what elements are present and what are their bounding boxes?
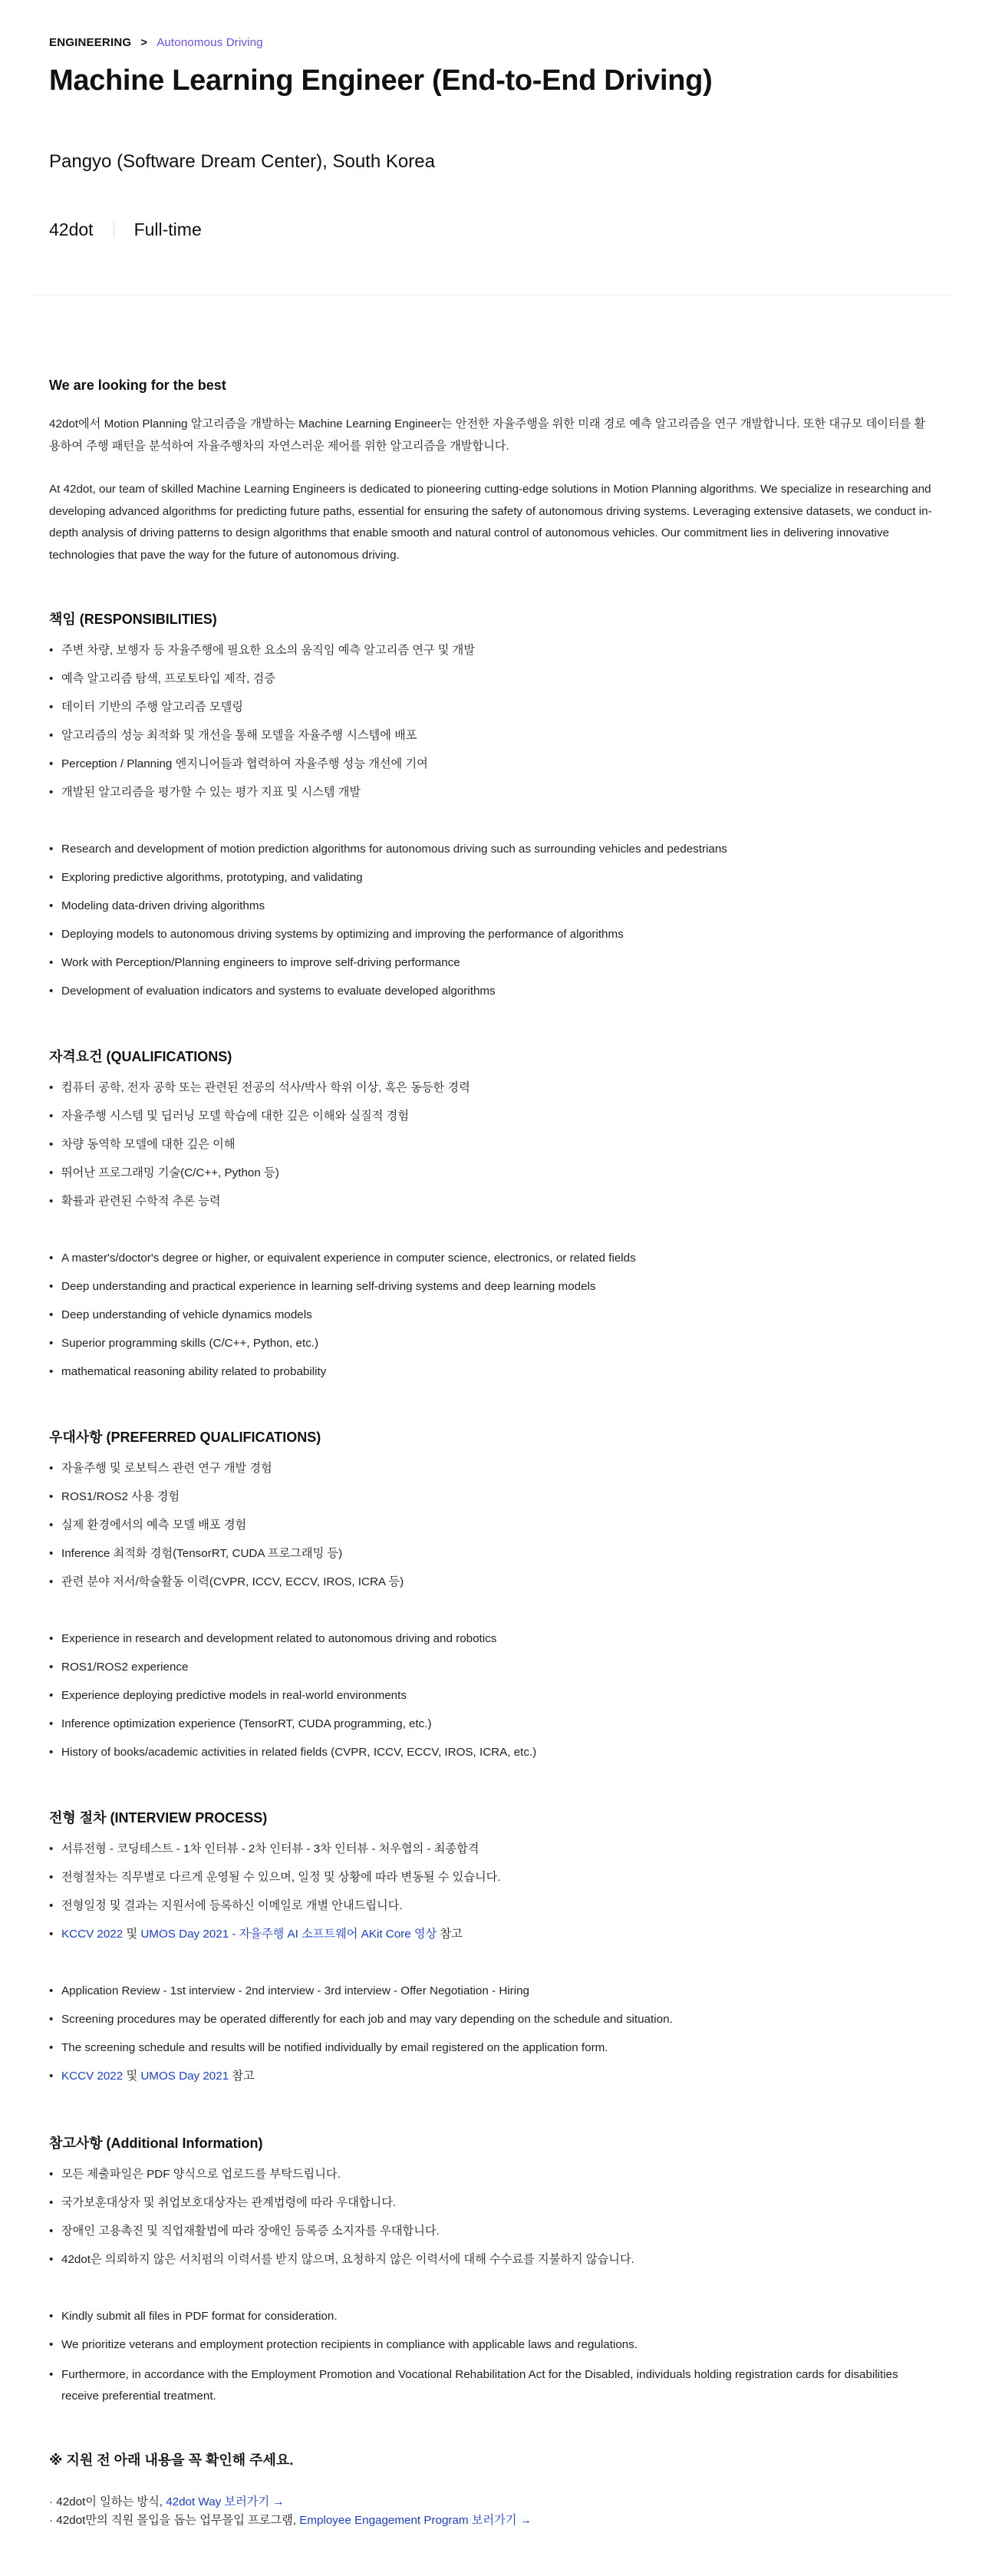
notice-line-way [49, 2493, 933, 2512]
list-item: • Work with Perception/Planning engineers to improve self-driving performance [49, 954, 933, 972]
job-header [49, 0, 933, 242]
notice-line-engagement [49, 2512, 933, 2530]
notice-section [49, 2450, 933, 2530]
list-item: • Inference 최적화 경험(TensorRT, CUDA 프로그래밍 등) [49, 1545, 933, 1563]
and-text: 및 [126, 2070, 138, 2083]
responsibilities-list-en [49, 840, 933, 1001]
list-item: • 서류전형 - 코딩테스트 - 1차 인터뷰 - 2차 인터뷰 - 3차 인터뷰 - 처우협의 - 최종합격 [49, 1840, 933, 1859]
and-text: 및 [126, 1928, 138, 1941]
list-item: • 자율주행 시스템 및 딥러닝 모델 학습에 대한 깊은 이해와 실질적 경험 [49, 1107, 933, 1126]
list-item: • 개발된 알고리즘을 평가할 수 있는 평가 지표 및 시스템 개발 [49, 783, 933, 802]
interview-section [49, 1808, 933, 2086]
list-item: • Application Review - 1st interview - 2nd interview - 3rd interview - Offer Negotiation - Hiring [49, 1982, 933, 2000]
notice-way-text: · 42dot이 일하는 방식, [49, 2495, 163, 2508]
notice-heading: ※ 지원 전 아래 내용을 꼭 확인해 주세요. [49, 2452, 294, 2468]
list-item: • 컴퓨터 공학, 전자 공학 또는 관련된 전공의 석사/박사 학위 이상, 혹은 동등한 경력 [49, 1079, 933, 1097]
list-item-references-ko [49, 1925, 933, 1944]
list-item: • 전형절차는 직무별로 다르게 운영될 수 있으며, 일정 및 상황에 따라 변동될 수 있습니다. [49, 1869, 933, 1887]
additional-info-section [49, 2133, 933, 2407]
preferred-heading: 우대사항 (PREFERRED QUALIFICATIONS) [49, 1430, 321, 1445]
list-item: • Development of evaluation indicators and systems to evaluate developed algorithms [49, 982, 933, 1001]
reference-text: 참고 [232, 2070, 255, 2083]
list-item: • 국가보훈대상자 및 취업보호대상자는 관계법령에 따라 우대합니다. [49, 2194, 933, 2212]
intro-paragraph-ko: 42dot에서 Motion Planning 알고리즘을 개발하는 Machine Learning Engineer는 안전한 자율주행을 위한 미래 경로 예측 알고리즘을 연구 개발합니다. 또한 대규모 데이터를 활용하여 주행 패턴을 분석하여 자율주행차의 자연스러운 제어를 위한 알고리즘을 개발합니다. [49, 417, 926, 453]
list-item: • 예측 알고리즘 탐색, 프로토타입 제작, 검증 [49, 670, 933, 688]
notice-engagement-text: · 42dot만의 직원 몰입을 돕는 업무몰입 프로그램, [49, 2514, 297, 2527]
qualifications-list-ko [49, 1079, 933, 1211]
intro-heading: We are looking for the best [49, 378, 226, 393]
additional-info-list-ko [49, 2165, 933, 2269]
reference-text: 참고 [440, 1928, 463, 1941]
list-item: • mathematical reasoning ability related to probability [49, 1363, 933, 1381]
interview-list-ko [49, 1840, 933, 1944]
breadcrumb-category[interactable]: ENGINEERING [49, 35, 132, 49]
list-item: • History of books/academic activities in related fields (CVPR, ICCV, ECCV, IROS, ICRA, etc.) [49, 1743, 933, 1762]
preferred-list-ko [49, 1460, 933, 1591]
intro-section [49, 375, 933, 566]
list-item: • Experience deploying predictive models in real-world environments [49, 1687, 933, 1705]
responsibilities-list-ko [49, 642, 933, 802]
umos-day-2021-video-link[interactable]: UMOS Day 2021 - 자율주행 AI 소프트웨어 AKit Core 영상 [140, 1928, 437, 1941]
list-item: • Superior programming skills (C/C++, Python, etc.) [49, 1334, 933, 1353]
job-meta [49, 216, 933, 242]
preferred-section [49, 1427, 933, 1762]
list-item: • 주변 차량, 보행자 등 자율주행에 필요한 요소의 움직임 예측 알고리즘 연구 및 개발 [49, 642, 933, 660]
qualifications-heading: 자격요건 (QUALIFICATIONS) [49, 1049, 232, 1064]
list-item: • 장애인 고용촉진 및 직업재활법에 따라 장애인 등록증 소지자를 우대합니다. [49, 2222, 933, 2241]
job-page [0, 0, 982, 242]
list-item: • 차량 동역학 모델에 대한 깊은 이해 [49, 1136, 933, 1154]
kccv-2022-link[interactable]: KCCV 2022 [61, 1928, 124, 1941]
list-item-references-en [49, 2067, 933, 2086]
breadcrumb-separator: > [140, 35, 148, 49]
list-item: • 데이터 기반의 주행 알고리즘 모델링 [49, 698, 933, 717]
list-item: • Exploring predictive algorithms, prototyping, and validating [49, 869, 933, 887]
list-item: • Furthermore, in accordance with the Employment Promotion and Vocational Rehabilitation Act for the Disabled, individuals holding registration cards for disabilities receive preferential treatment. [49, 2364, 933, 2407]
list-item: • 전형일정 및 결과는 지원서에 등록하신 이메일로 개별 안내드립니다. [49, 1897, 933, 1915]
list-item: • Inference optimization experience (TensorRT, CUDA programming, etc.) [49, 1715, 933, 1733]
page-title: Machine Learning Engineer (End-to-End Driving) [49, 64, 713, 97]
job-location: Pangyo (Software Dream Center), South Korea [49, 151, 435, 172]
list-item: • Deep understanding of vehicle dynamics models [49, 1306, 933, 1324]
breadcrumb [49, 34, 933, 51]
list-item: • Modeling data-driven driving algorithms [49, 897, 933, 915]
list-item: • 관련 분야 저서/학술활동 이력(CVPR, ICCV, ECCV, IROS, ICRA 등) [49, 1573, 933, 1591]
responsibilities-section [49, 609, 933, 1001]
list-item: • Kindly submit all files in PDF format for consideration. [49, 2307, 933, 2326]
list-item: • 모든 제출파일은 PDF 양식으로 업로드를 부탁드립니다. [49, 2165, 933, 2184]
umos-day-2021-link[interactable]: UMOS Day 2021 [140, 2070, 229, 2083]
list-item: • ROS1/ROS2 사용 경험 [49, 1488, 933, 1506]
list-item: • 42dot은 의뢰하지 않은 서치펌의 이력서를 받지 않으며, 요청하지 않은 이력서에 대해 수수료를 지불하지 않습니다. [49, 2251, 933, 2269]
additional-info-heading: 참고사항 (Additional Information) [49, 2136, 263, 2151]
qualifications-list-en [49, 1249, 933, 1381]
list-item: • 확률과 관련된 수학적 추론 능력 [49, 1192, 933, 1211]
list-item: • 알고리즘의 성능 최적화 및 개선을 통해 모델을 자율주행 시스템에 배포 [49, 727, 933, 745]
preferred-list-en [49, 1630, 933, 1762]
employment-type: Full-time [133, 219, 202, 239]
list-item: • Deploying models to autonomous driving systems by optimizing and improving the performance of algorithms [49, 925, 933, 944]
additional-info-list-en [49, 2307, 933, 2407]
interview-heading: 전형 절차 (INTERVIEW PROCESS) [49, 1810, 268, 1826]
company-name: 42dot [49, 219, 94, 239]
kccv-2022-link[interactable]: KCCV 2022 [61, 2070, 124, 2083]
list-item: • Deep understanding and practical experience in learning self-driving systems and deep learning models [49, 1278, 933, 1296]
intro-paragraph-en: At 42dot, our team of skilled Machine Learning Engineers is dedicated to pioneering cutting-edge solutions in Motion Planning algorithms. We specialize in researching and developing advanced algorithms for predicting future paths, essential for ensuring the safety of autonomous driving systems. Leveraging extensive datasets, we conduct in-depth analysis of driving patterns to design algorithms that enable smooth and natural control of autonomous vehicles. Our commitment lies in delivering innovative technologies that pave the way for the future of autonomous driving. [49, 483, 932, 562]
employee-engagement-program-link[interactable]: Employee Engagement Program 보러가기 → [299, 2514, 532, 2527]
list-item: • The screening schedule and results will be notified individually by email registered on the application form. [49, 2039, 933, 2057]
list-item: • 자율주행 및 로보틱스 관련 연구 개발 경험 [49, 1460, 933, 1478]
list-item: • Perception / Planning 엔지니어들과 협력하여 자율주행 성능 개선에 기여 [49, 755, 933, 773]
job-description [0, 295, 982, 2530]
list-item: • Experience in research and development related to autonomous driving and robotics [49, 1630, 933, 1648]
42dot-way-link[interactable]: 42dot Way 보러가기 → [166, 2495, 285, 2508]
breadcrumb-current[interactable]: Autonomous Driving [157, 35, 263, 49]
list-item: • ROS1/ROS2 experience [49, 1658, 933, 1677]
list-item: • A master's/doctor's degree or higher, or equivalent experience in computer science, electronics, or related fields [49, 1249, 933, 1268]
qualifications-section [49, 1047, 933, 1381]
list-item: • Screening procedures may be operated differently for each job and may vary depending on the schedule and situation. [49, 2010, 933, 2029]
responsibilities-heading: 책임 (RESPONSIBILITIES) [49, 612, 217, 627]
interview-list-en [49, 1982, 933, 2086]
list-item: • We prioritize veterans and employment protection recipients in compliance with applicable laws and regulations. [49, 2336, 933, 2354]
list-item: • 실제 환경에서의 예측 모델 배포 경험 [49, 1516, 933, 1535]
list-item: • Research and development of motion prediction algorithms for autonomous driving such as surrounding vehicles and pedestrians [49, 840, 933, 859]
list-item: • 뛰어난 프로그래밍 기술(C/C++, Python 등) [49, 1164, 933, 1182]
